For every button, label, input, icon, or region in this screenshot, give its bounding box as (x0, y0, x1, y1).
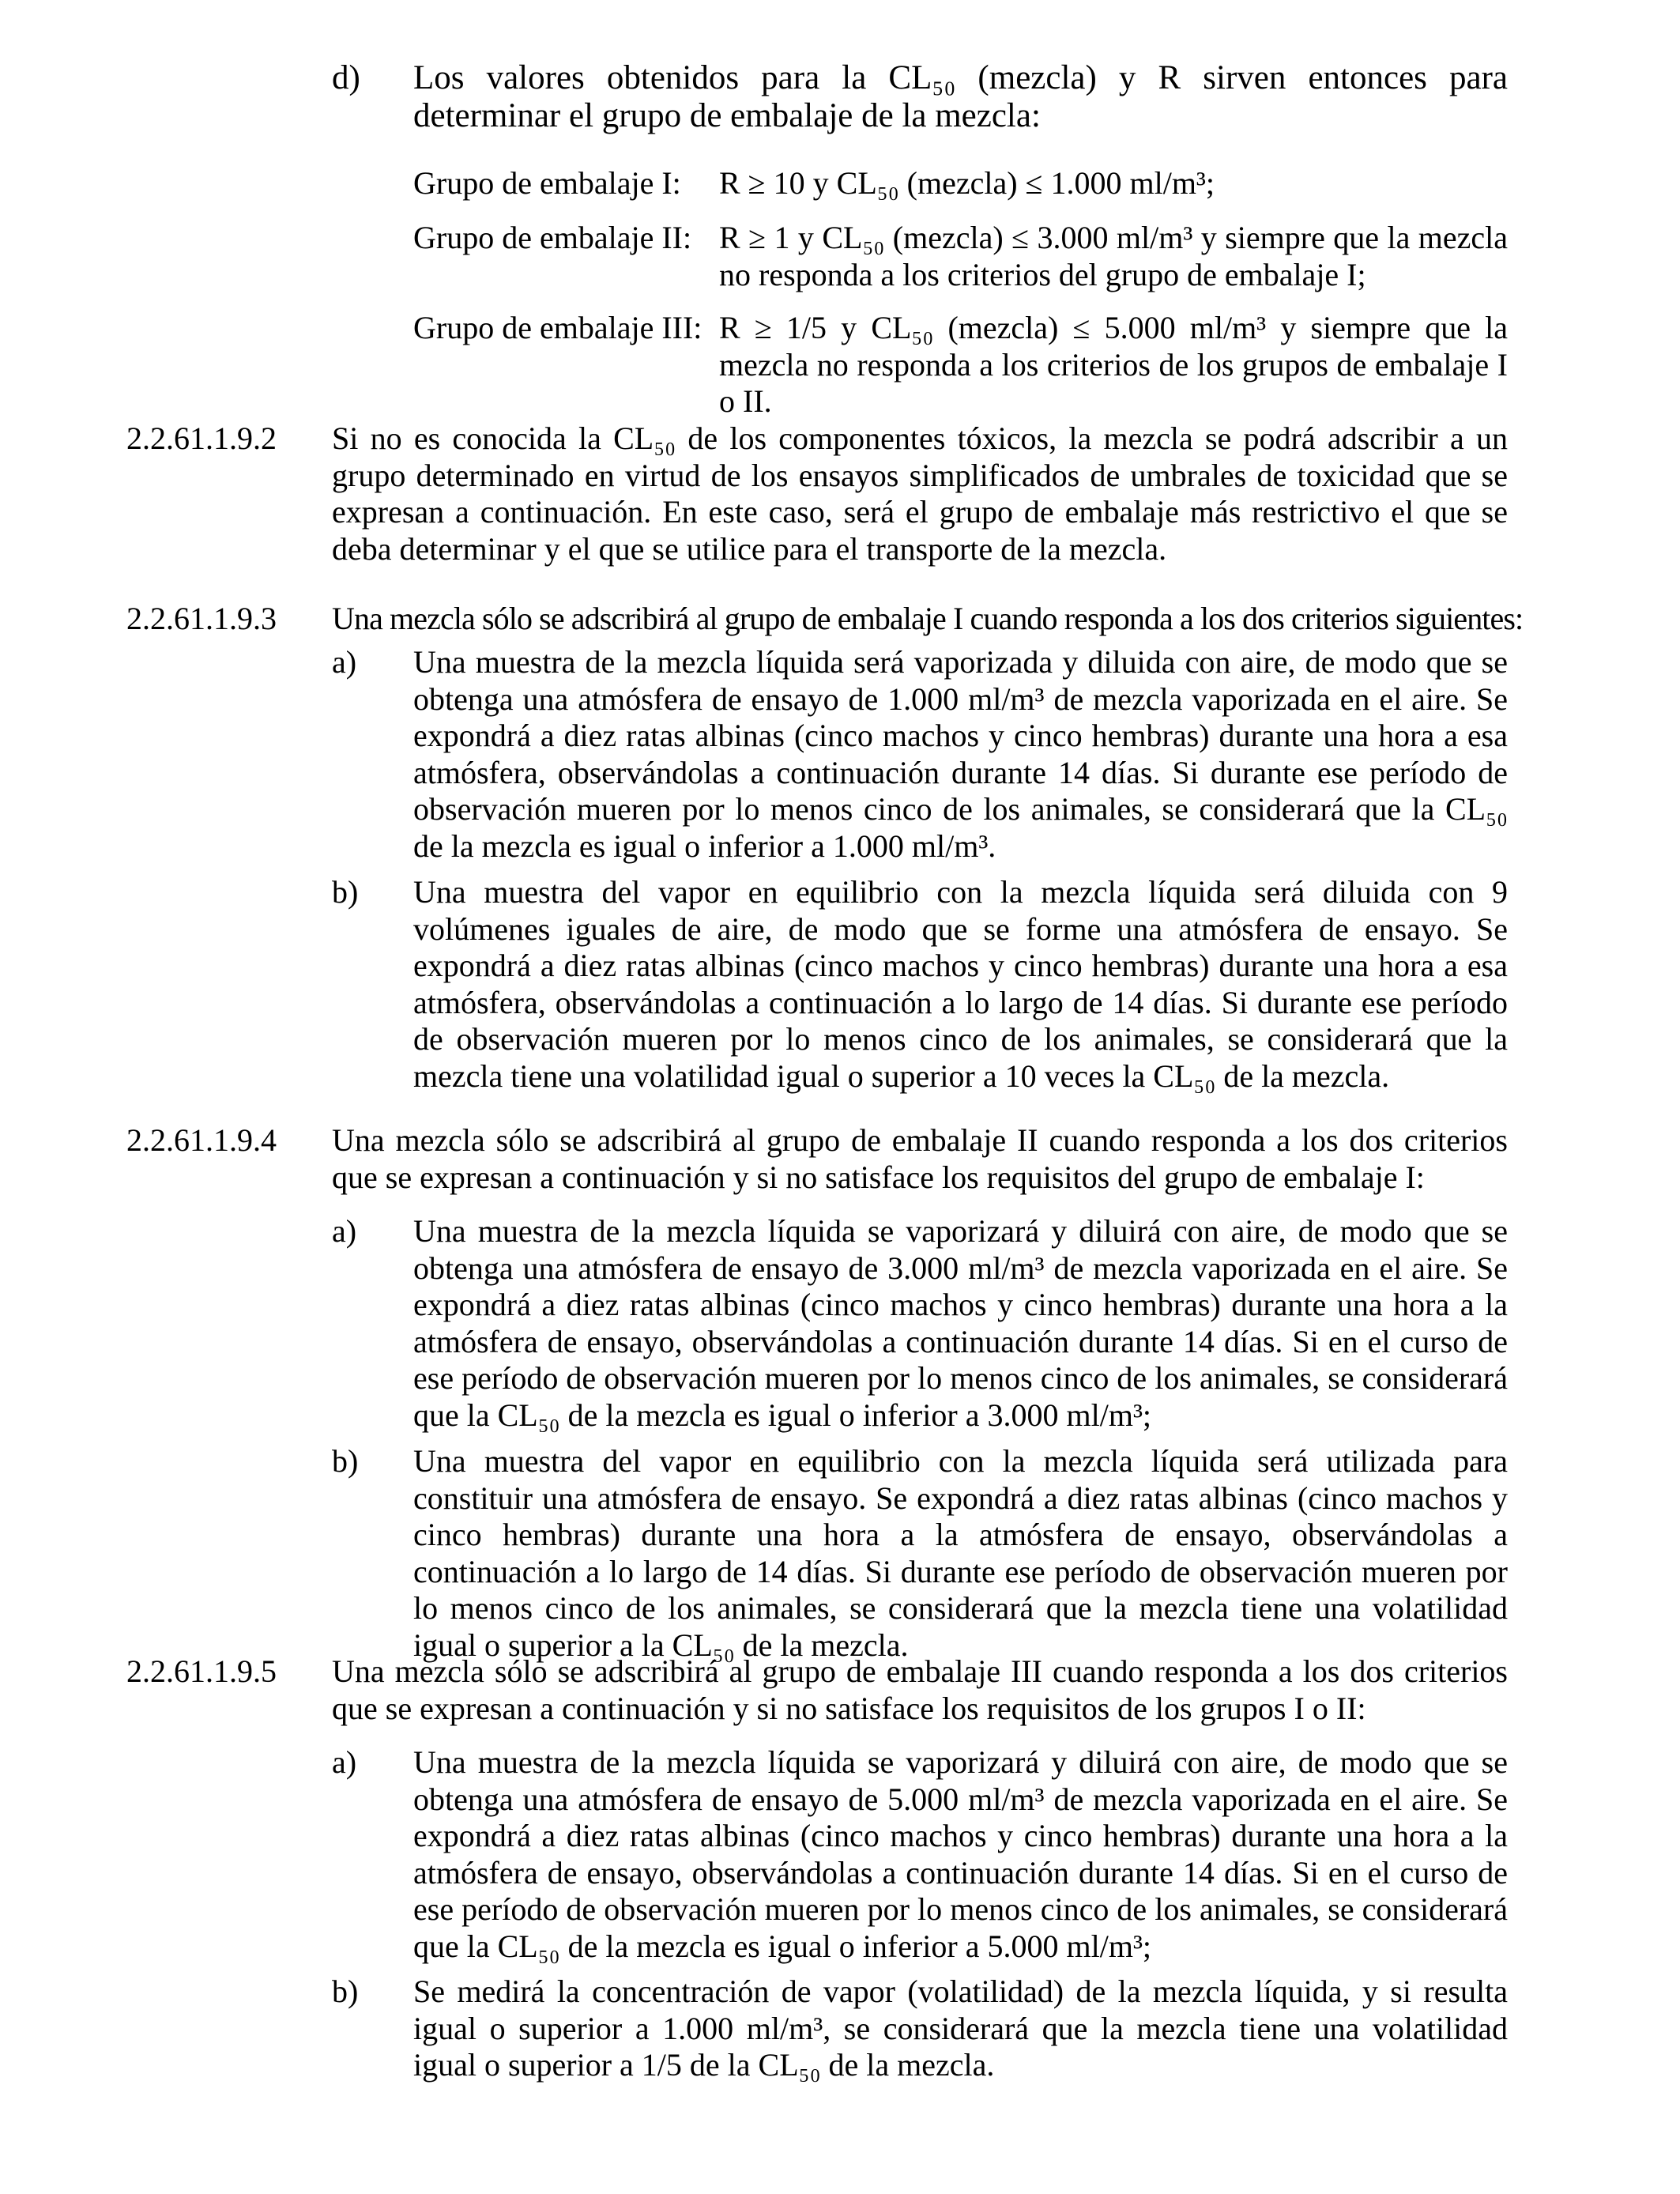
packing-group-3-criteria (719, 310, 1508, 420)
list-item-marker: b) (332, 874, 359, 910)
section-number: 2.2.61.1.9.3 (126, 601, 277, 636)
list-item-text: Una muestra de la mezcla líquida se vaporizará y diluirá con aire, de modo que se obtenga una atmósfera de ensayo de 3.000 ml/m³ de mezcla vaporizada en el aire. Se expondrá a diez ratas albinas (cinco machos y cinco hembras) durante una hora a la atmósfera de ensayo, observándolas a continuación durante 14 días. Si en el curso de ese período de observación mueren por lo menos cinco de los animales, se considerará que la CL₅₀ de la mezcla es igual o inferior a 3.000 ml/m³; (413, 1213, 1508, 1433)
list-item (413, 1973, 1508, 2084)
list-item-text: Una muestra de la mezcla líquida se vaporizará y diluirá con aire, de modo que se obtenga una atmósfera de ensayo de 5.000 ml/m³ de mezcla vaporizada en el aire. Se expondrá a diez ratas albinas (cinco machos y cinco hembras) durante una hora a la atmósfera de ensayo, observándolas a continuación durante 14 días. Si en el curso de ese período de observación mueren por lo menos cinco de los animales, se considerará que la CL₅₀ de la mezcla es igual o inferior a 5.000 ml/m³; (413, 1744, 1508, 1964)
item-d-text-block (413, 59, 1508, 135)
list-item-marker: b) (332, 1443, 359, 1479)
list-item-text: Una muestra del vapor en equilibrio con la mezcla líquida será diluida con 9 volúmenes iguales de aire, de modo que se forme una atmósfera de ensayo. Se expondrá a diez ratas albinas (cinco machos y cinco hembras) durante una hora a esa atmósfera, observándolas a continuación a lo largo de 14 días. Si durante ese período de observación mueren por lo menos cinco de los animales, se considerará que la mezcla tiene una volatilidad igual o superior a 10 veces la CL₅₀ de la mezcla. (413, 874, 1508, 1094)
section-body (332, 1653, 1508, 1727)
list-item-marker: b) (332, 1973, 359, 2009)
section-body (332, 420, 1508, 567)
section-body (332, 1122, 1508, 1196)
packing-group-1-text: R ≥ 10 y CL₅₀ (mezcla) ≤ 1.000 ml/m³; (719, 165, 1215, 201)
list-item-text: Una muestra de la mezcla líquida será vaporizada y diluida con aire, de modo que se obtenga una atmósfera de ensayo de 1.000 ml/m³ de mezcla vaporizada en el aire. Se expondrá a diez ratas albinas (cinco machos y cinco hembras) durante una hora a esa atmósfera, observándolas a continuación durante 14 días. Si durante ese período de observación mueren por lo menos cinco de los animales, se considerará que la CL₅₀ de la mezcla es igual o inferior a 1.000 ml/m³. (413, 644, 1508, 864)
section-number: 2.2.61.1.9.5 (126, 1653, 277, 1689)
packing-group-1-label: Grupo de embalaje I: (413, 165, 681, 201)
list-item (413, 874, 1508, 1095)
list-item-marker: a) (332, 1213, 357, 1249)
list-item-text: Una muestra del vapor en equilibrio con la mezcla líquida será utilizada para constituir una atmósfera de ensayo. Se expondrá a diez ratas albinas (cinco machos y cinco hembras) durante una hora a la atmósfera de ensayo, observándolas a continuación a lo largo de 14 días. Si durante ese período de observación mueren por lo menos cinco de los animales, se considerará que la mezcla tiene una volatilidad igual o superior a la CL₅₀ de la mezcla. (413, 1443, 1508, 1663)
list-item-text: Se medirá la concentración de vapor (volatilidad) de la mezcla líquida, y si resulta igual o superior a 1.000 ml/m³, se considerará que la mezcla tiene una volatilidad igual o superior a 1/5 de la CL₅₀ de la mezcla. (413, 1973, 1508, 2083)
packing-group-2-criteria (719, 220, 1508, 293)
list-item (413, 1443, 1508, 1664)
section-number: 2.2.61.1.9.4 (126, 1122, 277, 1158)
section-text: Una mezcla sólo se adscribirá al grupo de embalaje II cuando responda a los dos criterios que se expresan a continuación y si no satisface los requisitos del grupo de embalaje I: (332, 1122, 1508, 1195)
list-item-marker: a) (332, 644, 357, 680)
list-item-marker: a) (332, 1744, 357, 1780)
list-item (413, 1213, 1508, 1434)
section-text: Si no es conocida la CL₅₀ de los componentes tóxicos, la mezcla se podrá adscribir a un grupo determinado en virtud de los ensayos simplificados de umbrales de toxicidad que se expresan a continuación. En este caso, será el grupo de embalaje más restrictivo el que se deba determinar y el que se utilice para el transporte de la mezcla. (332, 420, 1508, 567)
packing-group-2-label: Grupo de embalaje II: (413, 220, 692, 255)
packing-group-3-text: R ≥ 1/5 y CL₅₀ (mezcla) ≤ 5.000 ml/m³ y siempre que la mezcla no responda a los criterios de los grupos de embalaje I o II. (719, 310, 1508, 419)
section-number: 2.2.61.1.9.2 (126, 420, 277, 456)
item-d-marker: d) (332, 59, 360, 96)
section-text: Una mezcla sólo se adscribirá al grupo de embalaje III cuando responda a los dos criterios que se expresan a continuación y si no satisface los requisitos de los grupos I o II: (332, 1653, 1508, 1726)
section-text: Una mezcla sólo se adscribirá al grupo de embalaje I cuando responda a los dos criterios siguientes: (332, 601, 1524, 636)
packing-group-2-text: R ≥ 1 y CL₅₀ (mezcla) ≤ 3.000 ml/m³ y siempre que la mezcla no responda a los criterios del grupo de embalaje I; (719, 220, 1508, 292)
list-item (413, 644, 1508, 865)
section-body (332, 601, 1524, 638)
packing-group-3-label: Grupo de embalaje III: (413, 310, 703, 345)
packing-group-1-criteria (719, 165, 1508, 202)
list-item (413, 1744, 1508, 1965)
item-d-text: Los valores obtenidos para la CL₅₀ (mezcla) y R sirven entonces para determinar el grupo de embalaje de la mezcla: (413, 59, 1508, 134)
